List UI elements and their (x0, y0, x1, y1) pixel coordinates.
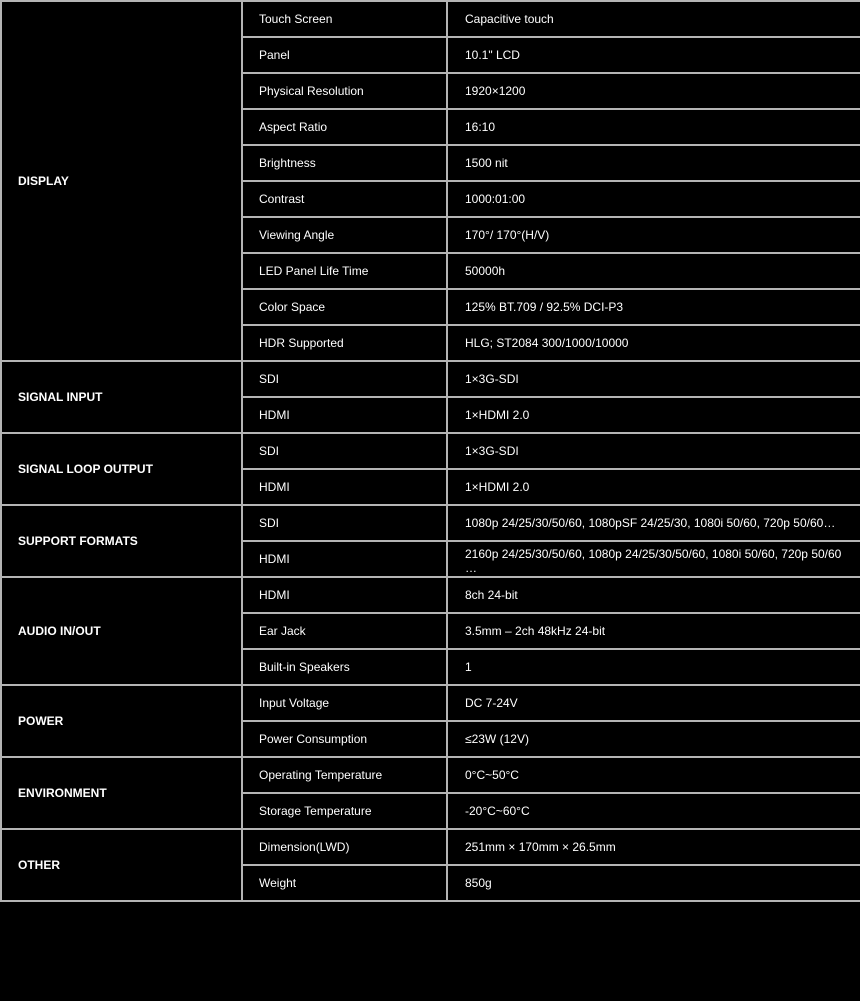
spec-label: Viewing Angle (242, 217, 447, 253)
spec-row-audio-in-out (1, 577, 860, 613)
section-title-power: POWER (1, 685, 242, 757)
spec-label: Power Consumption (242, 721, 447, 757)
spec-label: Touch Screen (242, 1, 447, 37)
spec-label: HDMI (242, 577, 447, 613)
spec-row-signal-loop-output (1, 433, 860, 469)
section-title-signal-loop-output: SIGNAL LOOP OUTPUT (1, 433, 242, 505)
spec-value-cell (447, 577, 860, 613)
spec-label: Dimension(LWD) (242, 829, 447, 865)
spec-value: ≤23W (12V) (465, 732, 529, 746)
spec-value: 1920×1200 (465, 84, 526, 98)
spec-value: 125% BT.709 / 92.5% DCI-P3 (465, 300, 624, 314)
spec-value-cell (447, 541, 860, 577)
spec-value-cell (447, 721, 860, 757)
spec-value-cell (447, 217, 860, 253)
spec-label: Ear Jack (242, 613, 447, 649)
spec-value-cell (447, 181, 860, 217)
spec-value-cell (447, 361, 860, 397)
spec-label: Aspect Ratio (242, 109, 447, 145)
spec-row-display (1, 1, 860, 37)
spec-value: 1×3G-SDI (465, 372, 519, 386)
spec-value-cell (447, 685, 860, 721)
spec-value-cell (447, 397, 860, 433)
spec-row-power (1, 685, 860, 721)
spec-value-cell (447, 613, 860, 649)
spec-value: HLG; ST2084 300/1000/10000 (465, 336, 629, 350)
spec-value-cell (447, 649, 860, 685)
spec-value: 1×HDMI 2.0 (465, 480, 530, 494)
section-title-audio-in-out: AUDIO IN/OUT (1, 577, 242, 685)
spec-label: Storage Temperature (242, 793, 447, 829)
spec-label: HDMI (242, 469, 447, 505)
spec-label: Contrast (242, 181, 447, 217)
spec-label: Weight (242, 865, 447, 901)
spec-value: 1500 nit (465, 156, 508, 170)
spec-value: 3.5mm – 2ch 48kHz 24-bit (465, 624, 606, 638)
section-title-support-formats: SUPPORT FORMATS (1, 505, 242, 577)
spec-value-cell (447, 829, 860, 865)
spec-label: LED Panel Life Time (242, 253, 447, 289)
spec-row-other (1, 829, 860, 865)
spec-value: 16:10 (465, 120, 496, 134)
spec-value-cell (447, 1, 860, 37)
spec-value: 251mm × 170mm × 26.5mm (465, 840, 616, 854)
spec-row-environment (1, 757, 860, 793)
spec-row-support-formats (1, 505, 860, 541)
spec-label: SDI (242, 505, 447, 541)
spec-value-cell (447, 109, 860, 145)
spec-value-cell (447, 145, 860, 181)
section-title-signal-input: SIGNAL INPUT (1, 361, 242, 433)
section-title-other: OTHER (1, 829, 242, 901)
spec-value: 0°C~50°C (465, 768, 519, 782)
spec-value-cell (447, 757, 860, 793)
section-title-display: DISPLAY (1, 1, 242, 361)
spec-value: DC 7-24V (465, 696, 518, 710)
spec-value: 170°/ 170°(H/V) (465, 228, 550, 242)
spec-value-cell (447, 505, 860, 541)
spec-value-cell (447, 289, 860, 325)
spec-label: HDMI (242, 541, 447, 577)
spec-value: Capacitive touch (465, 12, 554, 26)
spec-label: Built-in Speakers (242, 649, 447, 685)
spec-value: 1080p 24/25/30/50/60, 1080pSF 24/25/30, 1080i 50/60, 720p 50/60… (465, 516, 836, 530)
spec-label: SDI (242, 433, 447, 469)
spec-value: -20°C~60°C (465, 804, 530, 818)
spec-value-cell (447, 37, 860, 73)
spec-value-cell (447, 865, 860, 901)
section-title-environment: ENVIRONMENT (1, 757, 242, 829)
spec-value: 850g (465, 876, 492, 890)
spec-label: Brightness (242, 145, 447, 181)
spec-table-body (1, 1, 860, 901)
spec-value-cell (447, 73, 860, 109)
spec-value: 10.1" LCD (465, 48, 520, 62)
spec-value: 50000h (465, 264, 506, 278)
spec-value: 2160p 24/25/30/50/60, 1080p 24/25/30/50/60, 1080i 50/60, 720p 50/60 … (465, 547, 842, 575)
spec-value: 1×3G-SDI (465, 444, 519, 458)
spec-row-signal-input (1, 361, 860, 397)
spec-label: Physical Resolution (242, 73, 447, 109)
spec-label: HDR Supported (242, 325, 447, 361)
spec-label: SDI (242, 361, 447, 397)
spec-label: Input Voltage (242, 685, 447, 721)
spec-value: 1 (465, 660, 472, 674)
spec-value-cell (447, 793, 860, 829)
spec-value-cell (447, 433, 860, 469)
spec-label: HDMI (242, 397, 447, 433)
spec-value-cell (447, 253, 860, 289)
spec-value: 1000:01:00 (465, 192, 526, 206)
spec-value-cell (447, 325, 860, 361)
spec-label: Color Space (242, 289, 447, 325)
spec-label: Operating Temperature (242, 757, 447, 793)
spec-value: 1×HDMI 2.0 (465, 408, 530, 422)
spec-label: Panel (242, 37, 447, 73)
spec-value: 8ch 24-bit (465, 588, 518, 602)
spec-value-cell (447, 469, 860, 505)
